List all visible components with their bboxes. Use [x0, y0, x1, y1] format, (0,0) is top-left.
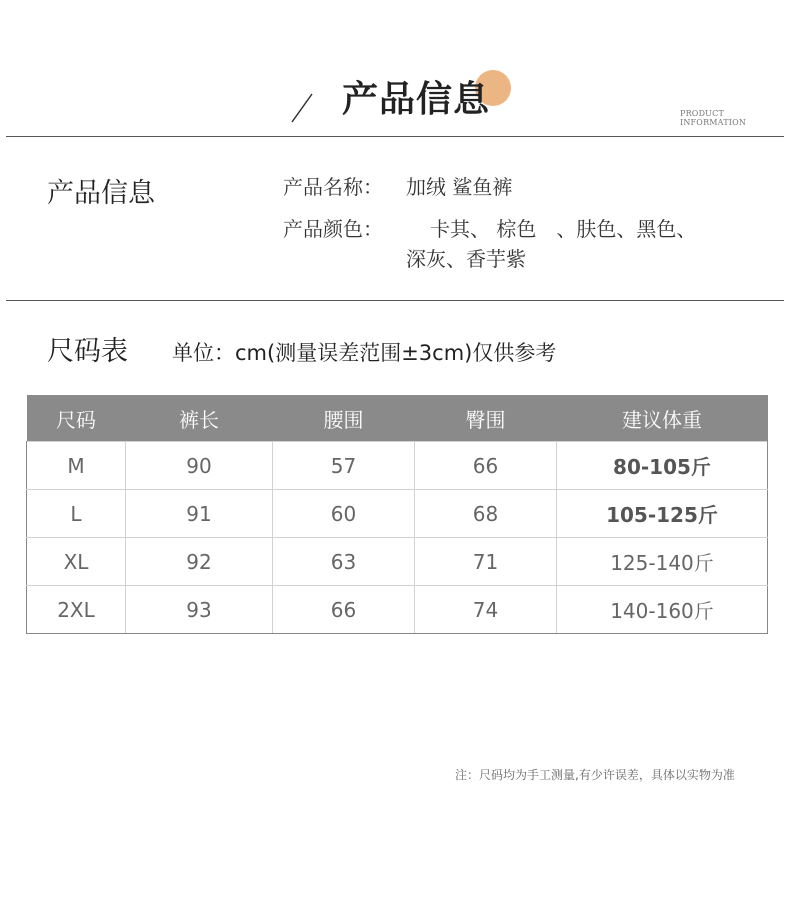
cell-length: 92: [126, 538, 273, 586]
cell-hip: 71: [415, 538, 557, 586]
cell-size: M: [27, 442, 126, 490]
product-name-label: 产品名称：: [283, 175, 383, 199]
cell-weight: 140-160斤: [557, 586, 768, 634]
table-row: [27, 490, 768, 538]
cell-weight: 125-140斤: [557, 538, 768, 586]
table-header-row: [27, 395, 768, 442]
header-waist: 腰围: [273, 395, 415, 442]
cell-length: 90: [126, 442, 273, 490]
product-name-value: 加绒 鲨鱼裤: [406, 175, 513, 199]
cell-hip: 74: [415, 586, 557, 634]
product-color-line2: 深灰、香芋紫: [406, 247, 526, 271]
divider-top: [6, 136, 784, 137]
table-row: [27, 586, 768, 634]
slash-decoration: [282, 88, 322, 128]
page-title: 产品信息: [342, 79, 491, 120]
cell-size: XL: [27, 538, 126, 586]
cell-size: L: [27, 490, 126, 538]
unit-note: 单位：cm(测量误差范围±3cm)仅供参考: [172, 341, 557, 365]
header-size: 尺码: [27, 395, 126, 442]
page-subtitle: PRODUCT INFORMATION: [680, 109, 747, 127]
table-row: [27, 442, 768, 490]
cell-hip: 66: [415, 442, 557, 490]
size-table: [26, 395, 767, 634]
table-row: [27, 538, 768, 586]
product-info-heading: 产品信息: [47, 178, 155, 209]
cell-waist: 63: [273, 538, 415, 586]
cell-hip: 68: [415, 490, 557, 538]
product-color-label: 产品颜色：: [283, 217, 383, 241]
cell-weight: 80-105斤: [557, 442, 768, 490]
cell-waist: 60: [273, 490, 415, 538]
product-color-line1: 卡其、 棕色 、肤色、黑色、: [430, 217, 697, 241]
header-weight: 建议体重: [557, 395, 768, 442]
cell-waist: 57: [273, 442, 415, 490]
cell-size: 2XL: [27, 586, 126, 634]
cell-length: 93: [126, 586, 273, 634]
cell-waist: 66: [273, 586, 415, 634]
header-hip: 臀围: [415, 395, 557, 442]
cell-weight: 105-125斤: [557, 490, 768, 538]
divider-middle: [6, 300, 784, 301]
header-length: 裤长: [126, 395, 273, 442]
measurement-note: 注：尺码均为手工测量,有少许误差，具体以实物为准: [455, 768, 735, 782]
size-chart-heading: 尺码表: [47, 336, 128, 367]
cell-length: 91: [126, 490, 273, 538]
